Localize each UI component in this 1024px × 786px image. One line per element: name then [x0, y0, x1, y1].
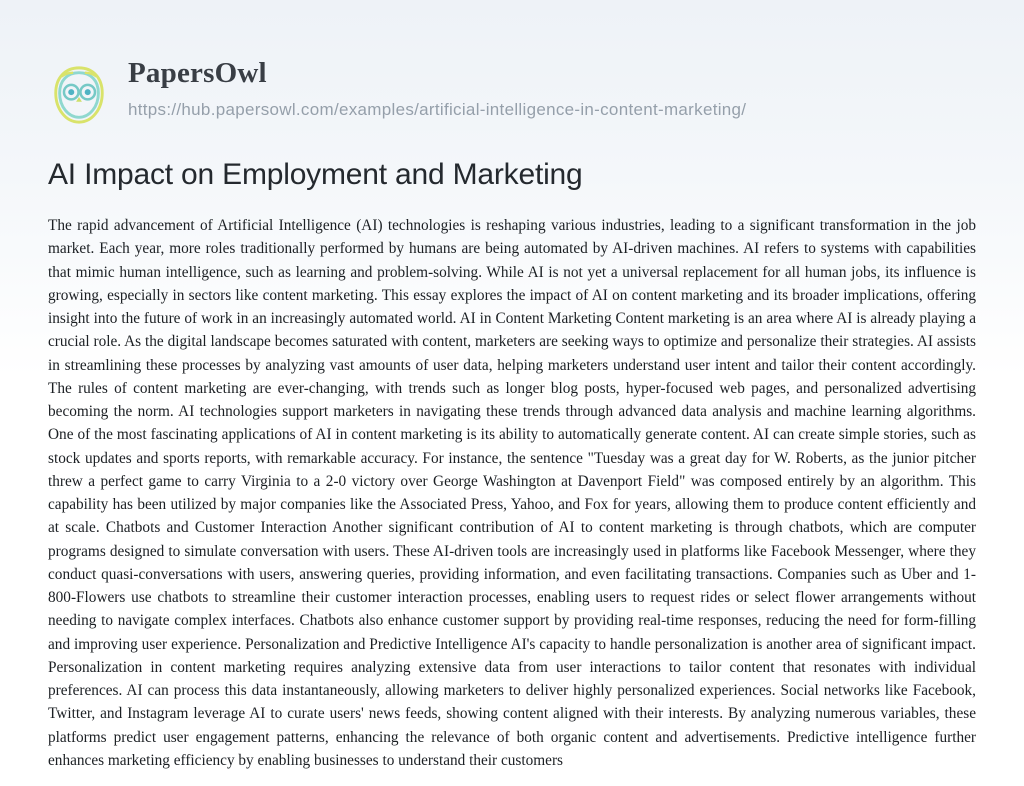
brand-name: PapersOwl — [128, 57, 267, 89]
document-content — [48, 158, 976, 772]
source-url[interactable]: https://hub.papersowl.com/examples/artificial-intelligence-in-content-marketing/ — [128, 99, 747, 119]
owl-logo-icon — [48, 64, 110, 126]
page-title: AI Impact on Employment and Marketing — [48, 158, 583, 191]
site-header — [0, 0, 1024, 140]
document-body-text: The rapid advancement of Artificial Intelligence (AI) technologies is reshaping various industries, leading to a significant transformation in the job market. Each year, more roles traditionally performed by humans are being automated by AI-driven machines. AI refers to systems with capabilities that mimic human intelligence, such as learning and problem-solving. While AI is not yet a universal replacement for all human jobs, its influence is growing, especially in sectors like content marketing. This essay explores the impact of AI on content marketing and its broader implications, offering insight into the future of work in an increasingly automated world. AI in Content Marketing Content marketing is an area where AI is already playing a crucial role. As the digital landscape becomes saturated with content, marketers are seeking ways to optimize and personalize their strategies. AI assists in streamlining these processes by analyzing vast amounts of user data, helping marketers understand user intent and tailor their content accordingly. The rules of content marketing are ever-changing, with trends such as longer blog posts, hyper-focused web pages, and personalized advertising becoming the norm. AI technologies support marketers in navigating these trends through advanced data analysis and machine learning algorithms. One of the most fascinating applications of AI in content marketing is its ability to automatically generate content. AI can create simple stories, such as stock updates and sports reports, with remarkable accuracy. For instance, the sentence "Tuesday was a great day for W. Roberts, as the junior pitcher threw a perfect game to carry Virginia to a 2-0 victory over George Washington at Davenport Field" was composed entirely by an algorithm. This capability has been utilized by major companies like the Associated Press, Yahoo, and Fox for years, allowing them to produce content efficiently and at scale. Chatbots and Customer Interaction Another significant contribution of AI to content marketing is through chatbots, which are computer programs designed to simulate conversation with users. These AI-driven tools are increasingly used in platforms like Facebook Messenger, where they conduct quasi-conversations with users, answering queries, providing information, and even facilitating transactions. Companies such as Uber and 1-800-Flowers use chatbots to streamline their customer interaction processes, enabling users to request rides or select flower arrangements without needing to navigate complex interfaces. Chatbots also enhance customer support by providing real-time responses, reducing the need for form-filling and improving user experience. Personalization and Predictive Intelligence AI's capacity to handle personalization is another area of significant impact. Personalization in content marketing requires analyzing extensive data from user interactions to tailor content that resonates with individual preferences. AI can process this data instantaneously, allowing marketers to deliver highly personalized experiences. Social networks like Facebook, Twitter, and Instagram leverage AI to curate users' news feeds, showing content aligned with their interests. By analyzing numerous variables, these platforms predict user engagement patterns, enhancing the relevance of both organic content and advertisements. Predictive intelligence further enhances marketing efficiency by enabling businesses to understand their customers — [48, 217, 976, 769]
brand-text-block — [128, 58, 746, 120]
brand-row — [48, 58, 746, 126]
